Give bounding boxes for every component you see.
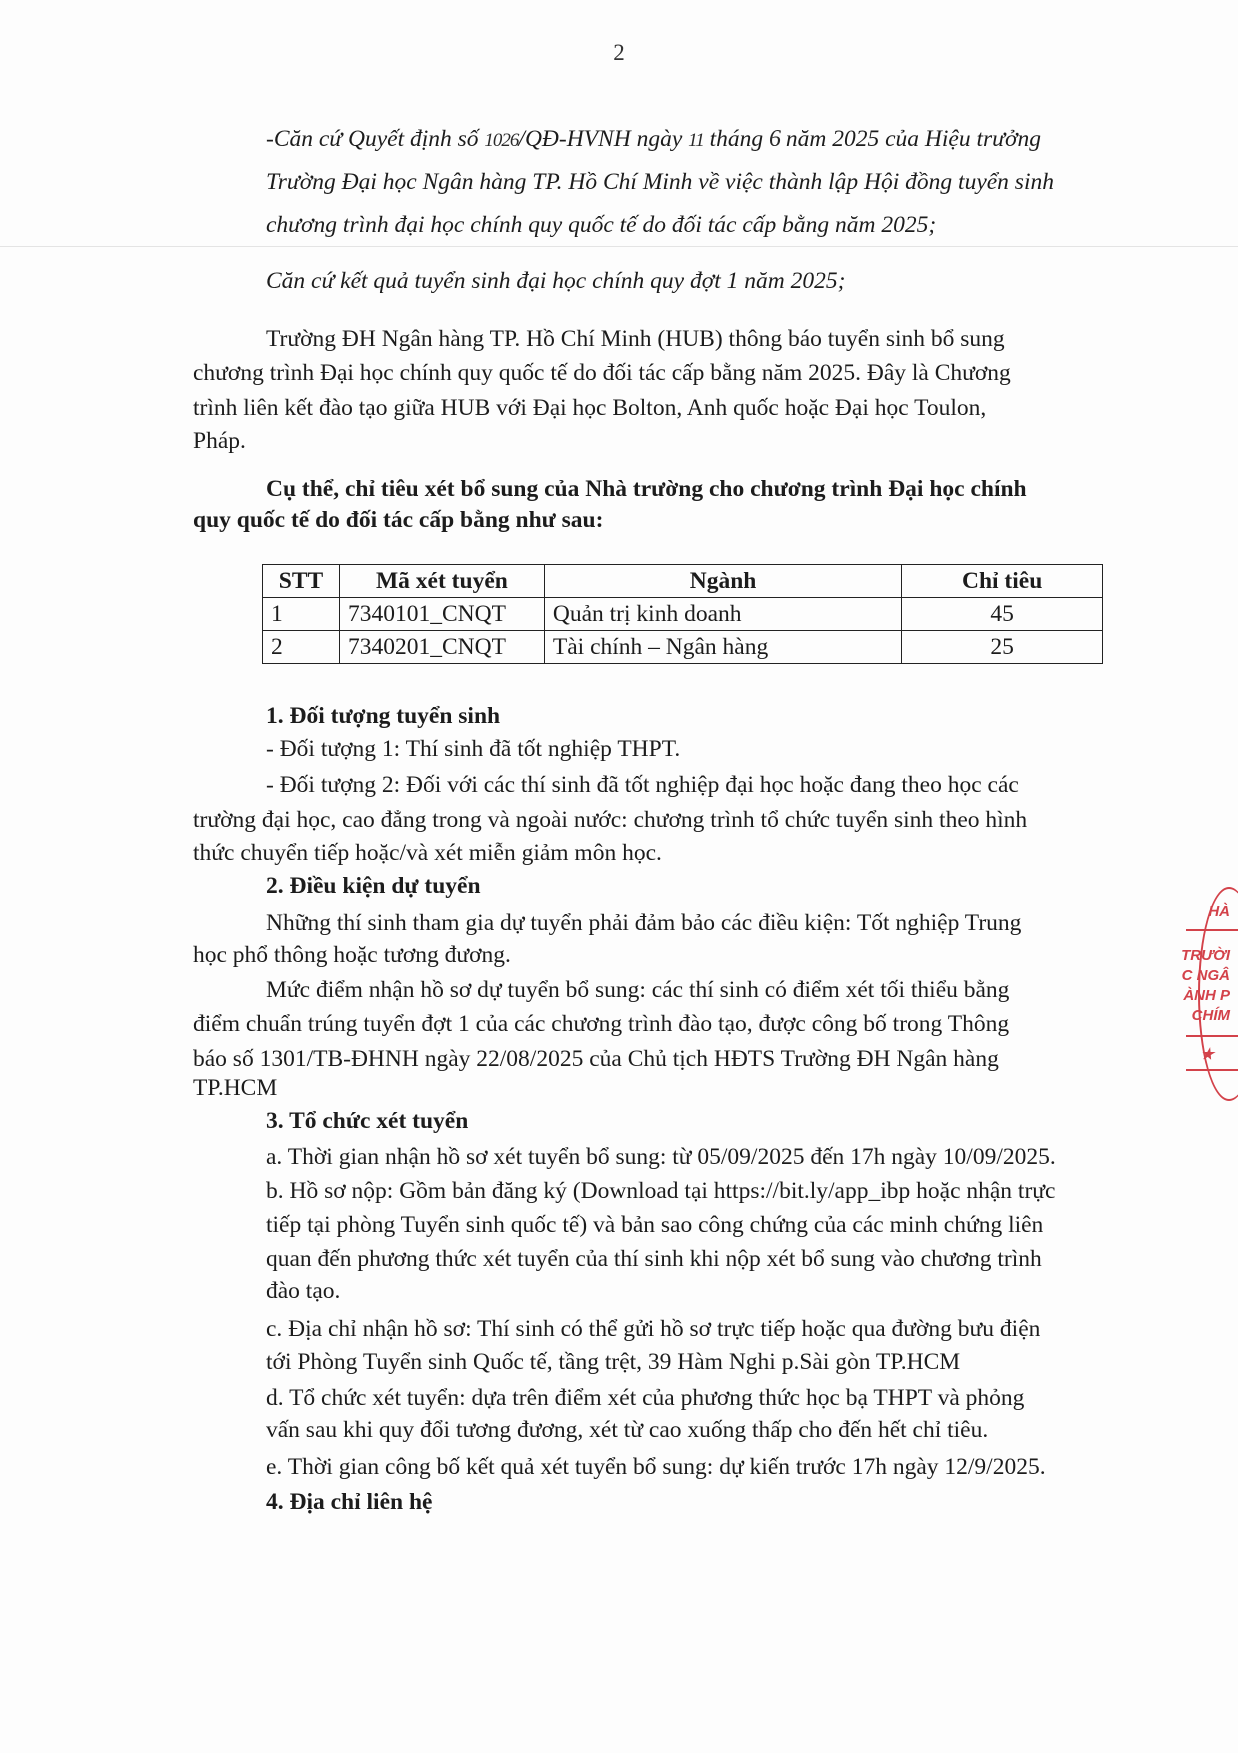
section-3-item-b-line-1: b. Hồ sơ nộp: Gồm bản đăng ký (Download tại https://bit.ly/app_ibp hoặc nhận trực [266, 1178, 1056, 1204]
intro-line-4: Pháp. [193, 428, 246, 454]
section-3-title: 3. Tổ chức xét tuyển [266, 1108, 469, 1134]
cell-quota: 45 [902, 598, 1103, 631]
section-1-line-3: trường đại học, cao đẳng trong và ngoài nước: chương trình tổ chức tuyển sinh theo hình [193, 807, 1028, 833]
preamble-line-3: chương trình đại học chính quy quốc tế do đối tác cấp bằng năm 2025; [266, 212, 937, 238]
section-3-item-b-line-2: tiếp tại phòng Tuyển sinh quốc tế) và bản sao công chứng của các minh chứng liên [266, 1212, 1044, 1238]
section-3-item-b-line-3: quan đến phương thức xét tuyển của thí sinh khi nộp xét bổ sung vào chương trình [266, 1246, 1042, 1272]
section-2-line-6: TP.HCM [193, 1075, 278, 1101]
section-3-item-d-line-2: vấn sau khi quy đổi tương đương, xét từ cao xuống thấp cho đến hết chỉ tiêu. [266, 1417, 989, 1443]
section-2-line-5: báo số 1301/TB-ĐHNH ngày 22/08/2025 của Chủ tịch HĐTS Trường ĐH Ngân hàng [193, 1046, 999, 1072]
section-1-title: 1. Đối tượng tuyển sinh [266, 703, 501, 729]
header-major: Ngành [544, 565, 901, 598]
official-stamp-partial: HÀ TRƯỜI C NGÂ ÀNH P CHÍM ★ [1158, 885, 1238, 1105]
intro-line-2: chương trình Đại học chính quy quốc tế do đối tác cấp bằng năm 2025. Đây là Chương [193, 360, 1011, 386]
section-3-item-e: e. Thời gian công bố kết quả xét tuyển bổ sung: dự kiến trước 17h ngày 12/9/2025. [266, 1454, 1046, 1480]
section-3-item-c-line-1: c. Địa chỉ nhận hồ sơ: Thí sinh có thể gửi hồ sơ trực tiếp hoặc qua đường bưu điện [266, 1316, 1041, 1342]
scan-artifact-line [0, 246, 1238, 247]
section-1-line-1: - Đối tượng 1: Thí sinh đã tốt nghiệp THPT. [266, 736, 681, 762]
cell-major: Tài chính – Ngân hàng [544, 631, 901, 664]
section-2-line-4: điểm chuẩn trúng tuyển đợt 1 của các chương trình đào tạo, được công bố trong Thông [193, 1011, 1010, 1037]
cell-stt: 1 [263, 598, 340, 631]
section-3-item-c-line-2: tới Phòng Tuyển sinh Quốc tế, tầng trệt, 39 Hàm Nghi p.Sài gòn TP.HCM [266, 1349, 961, 1375]
page-number: 2 [613, 40, 625, 65]
cell-stt: 2 [263, 631, 340, 664]
preamble-line-1: -Căn cứ Quyết định số 1026/QĐ-HVNH ngày 11 tháng 6 năm 2025 của Hiệu trưởng [266, 126, 1041, 152]
section-2-line-2: học phổ thông hoặc tương đương. [193, 942, 511, 968]
handwritten-decision-number: 1026 [484, 130, 519, 151]
preamble-line-4: Căn cứ kết quả tuyển sinh đại học chính quy đợt 1 năm 2025; [266, 268, 846, 294]
table-row [263, 631, 1103, 664]
section-3-item-d-line-1: d. Tổ chức xét tuyển: dựa trên điểm xét của phương thức học bạ THPT và phỏng [266, 1385, 1025, 1411]
section-3-item-a: a. Thời gian nhận hồ sơ xét tuyển bổ sung: từ 05/09/2025 đến 17h ngày 10/09/2025. [266, 1144, 1056, 1170]
preamble-line-2: Trường Đại học Ngân hàng TP. Hồ Chí Minh về việc thành lập Hội đồng tuyển sinh [266, 169, 1054, 195]
intro-line-1: Trường ĐH Ngân hàng TP. Hồ Chí Minh (HUB) thông báo tuyển sinh bổ sung [266, 326, 1005, 352]
table-row [263, 598, 1103, 631]
handwritten-month: 6 [769, 126, 780, 152]
handwritten-day: 11 [688, 130, 704, 151]
section-2-line-3: Mức điểm nhận hồ sơ dự tuyển bổ sung: các thí sinh có điểm xét tối thiểu bằng [266, 977, 1010, 1003]
cell-quota: 25 [902, 631, 1103, 664]
section-2-title: 2. Điều kiện dự tuyển [266, 873, 481, 899]
section-4-title: 4. Địa chỉ liên hệ [266, 1489, 433, 1515]
header-code: Mã xét tuyển [339, 565, 544, 598]
section-3-item-b-line-4: đào tạo. [266, 1278, 341, 1304]
quota-heading-line-1: Cụ thể, chỉ tiêu xét bổ sung của Nhà trường cho chương trình Đại học chính [266, 476, 1027, 502]
section-2-line-1: Những thí sinh tham gia dự tuyển phải đảm bảo các điều kiện: Tốt nghiệp Trung [266, 910, 1022, 936]
cell-code: 7340101_CNQT [339, 598, 544, 631]
quota-table [262, 564, 1103, 664]
table-header-row [263, 565, 1103, 598]
section-1-line-4: thức chuyển tiếp hoặc/và xét miễn giảm môn học. [193, 840, 662, 866]
star-icon: ★ [1200, 1046, 1214, 1063]
section-1-line-2: - Đối tượng 2: Đối với các thí sinh đã tốt nghiệp đại học hoặc đang theo học các [266, 772, 1019, 798]
header-quota: Chỉ tiêu [902, 565, 1103, 598]
intro-line-3: trình liên kết đào tạo giữa HUB với Đại học Bolton, Anh quốc hoặc Đại học Toulon, [193, 395, 987, 421]
quota-heading-line-2: quy quốc tế do đối tác cấp bằng như sau: [193, 507, 604, 533]
header-stt: STT [263, 565, 340, 598]
cell-code: 7340201_CNQT [339, 631, 544, 664]
cell-major: Quản trị kinh doanh [544, 598, 901, 631]
